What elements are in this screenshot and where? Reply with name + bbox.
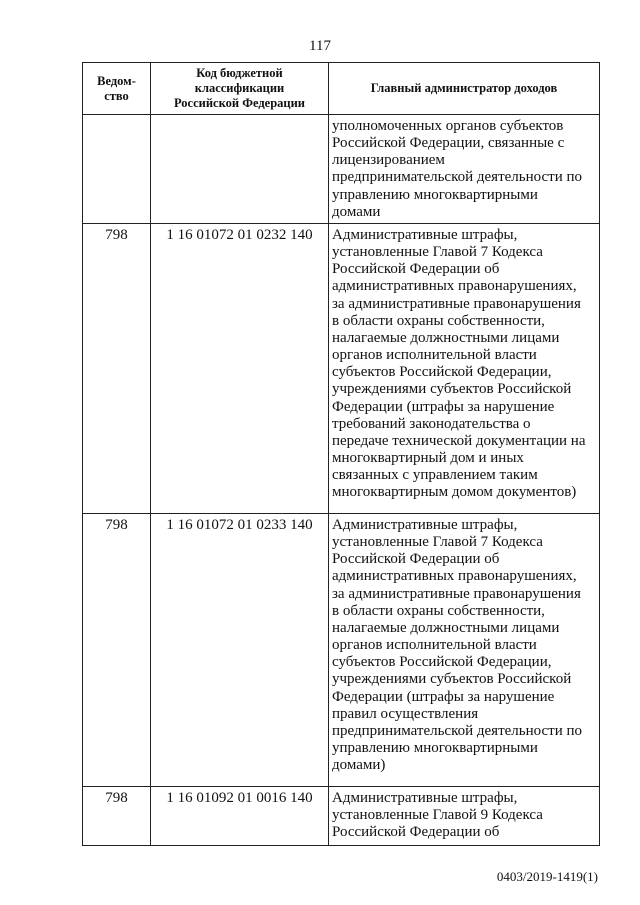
- administrator-line: субъектов Российской Федерации,: [332, 364, 552, 381]
- administrator-line: уполномоченных органов субъектов: [332, 118, 564, 134]
- administrator-line: Административные штрафы,: [332, 517, 518, 533]
- table-row: [83, 787, 600, 846]
- department-cell: [83, 115, 151, 224]
- administrator-line: Федерации (штрафы за нарушение: [332, 398, 555, 415]
- administrator-line: управлению многоквартирными: [332, 740, 538, 757]
- administrator-line: предпринимательской деятельности по: [332, 169, 583, 186]
- header-department: [83, 63, 151, 115]
- administrator-line: Федерации (штрафы за нарушение: [332, 688, 555, 705]
- code-cell: 1 16 01072 01 0233 140: [151, 514, 329, 787]
- document-number: 0403/2019-1419(1): [496, 869, 598, 884]
- header-administrator-line: Главный администратор доходов: [370, 81, 558, 95]
- table-header-row: [83, 63, 600, 115]
- administrator-line: домами): [332, 757, 386, 774]
- administrator-line: в области охраны собственности,: [332, 312, 545, 329]
- administrator-line: за административные правонарушения: [332, 295, 581, 312]
- administrator-line: Административные штрафы,: [332, 790, 518, 806]
- administrator-line: Российской Федерации об: [332, 824, 500, 841]
- header-code-line: классификации: [194, 81, 285, 95]
- administrator-line: в области охраны собственности,: [332, 602, 545, 619]
- administrator-line: учреждениями субъектов Российской: [332, 381, 572, 398]
- header-department-line: Ведом-: [97, 73, 136, 88]
- administrator-cell: [329, 224, 600, 514]
- administrator-line: передаче технической документации на: [332, 432, 586, 449]
- administrator-line: установленные Главой 7 Кодекса: [332, 244, 543, 261]
- budget-classification-table: [82, 62, 600, 846]
- administrator-line: правил осуществления: [332, 705, 479, 722]
- header-code-line: Российской Федерации: [173, 96, 306, 110]
- administrator-line: Российской Федерации об: [332, 261, 500, 278]
- administrator-cell: [329, 115, 600, 224]
- department-cell: 798: [83, 787, 151, 846]
- administrator-line: домами: [332, 203, 381, 220]
- administrator-line: налагаемые должностными лицами: [332, 329, 560, 346]
- administrator-line: Административные штрафы,: [332, 227, 518, 243]
- administrator-line: требований законодательства о: [332, 415, 531, 432]
- administrator-line: многоквартирный дом и иных: [332, 450, 524, 467]
- header-code: [151, 63, 329, 115]
- administrator-line: субъектов Российской Федерации,: [332, 654, 552, 671]
- code-cell: 1 16 01072 01 0232 140: [151, 224, 329, 514]
- administrator-cell: [329, 514, 600, 787]
- administrator-line: установленные Главой 7 Кодекса: [332, 534, 543, 551]
- administrator-line: административных правонарушениях,: [332, 568, 577, 585]
- administrator-line: органов исполнительной власти: [332, 347, 537, 364]
- page-number: 117: [309, 38, 331, 54]
- administrator-line: предпринимательской деятельности по: [332, 722, 583, 739]
- table-row: [83, 224, 600, 514]
- code-cell: [151, 115, 329, 224]
- administrator-line: связанных с управлением таким: [332, 467, 538, 484]
- department-cell: 798: [83, 224, 151, 514]
- administrator-line: учреждениями субъектов Российской: [332, 671, 572, 688]
- administrator-line: административных правонарушениях,: [332, 278, 577, 295]
- table-row: [83, 514, 600, 787]
- administrator-line: лицензированием: [332, 152, 445, 169]
- administrator-line: Российской Федерации об: [332, 551, 500, 568]
- header-department-line: ство: [104, 88, 129, 103]
- header-code-line: Код бюджетной: [196, 66, 283, 80]
- table-row: [83, 115, 600, 224]
- administrator-line: органов исполнительной власти: [332, 637, 537, 654]
- administrator-line: налагаемые должностными лицами: [332, 619, 560, 636]
- department-cell: 798: [83, 514, 151, 787]
- code-cell: 1 16 01092 01 0016 140: [151, 787, 329, 846]
- administrator-line: управлению многоквартирными: [332, 186, 538, 203]
- header-administrator: [329, 63, 600, 115]
- administrator-cell: [329, 787, 600, 846]
- administrator-line: установленные Главой 9 Кодекса: [332, 807, 543, 824]
- administrator-line: Российской Федерации, связанные с: [332, 135, 565, 152]
- administrator-line: за административные правонарушения: [332, 585, 581, 602]
- administrator-line: многоквартирным домом документов): [332, 484, 577, 501]
